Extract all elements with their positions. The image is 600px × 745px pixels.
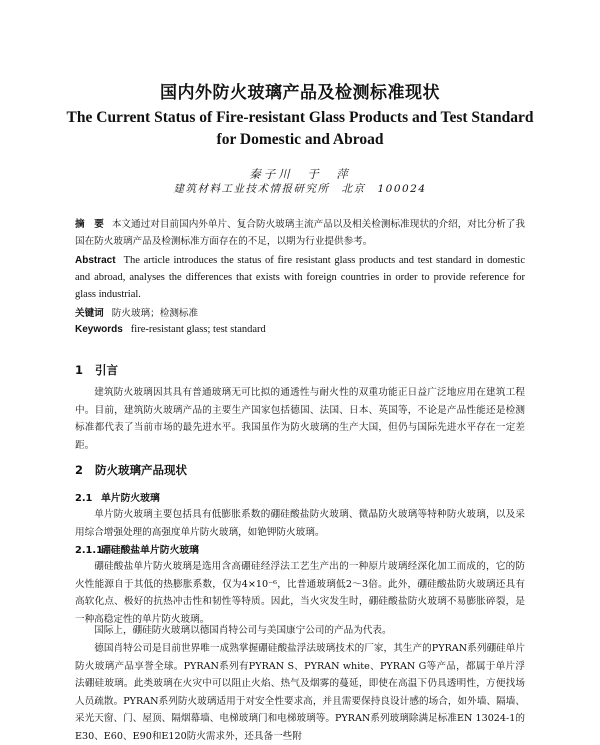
section-1-heading — [75, 362, 118, 378]
subsection-2-1-1-title: 硼硅酸盐单片防火玻璃 — [101, 545, 199, 556]
section-2-title: 防火玻璃产品现状 — [95, 463, 187, 477]
subsection-2-1-title: 单片防火玻璃 — [101, 493, 160, 504]
subsection-2-1-1-number: 2.1.1 — [75, 545, 103, 556]
subsection-2-1-1-paragraph-2: 国际上，硼硅防火玻璃以德国肖特公司与美国康宁公司的产品为代表。 — [94, 625, 392, 636]
chinese-title: 国内外防火玻璃产品及检测标准现状 — [160, 83, 440, 103]
section-1-title: 引言 — [95, 363, 118, 377]
keywords-en — [75, 321, 525, 338]
authors: 秦子川 于 萍 — [249, 167, 351, 181]
keywords-en-text: fire-resistant glass; test standard — [130, 324, 266, 335]
section-1-number: 1 — [75, 363, 84, 377]
subsection-2-1-1-heading — [75, 542, 199, 556]
keywords-cn — [75, 305, 525, 322]
subsection-2-1-number: 2.1 — [75, 493, 93, 504]
keywords-en-label: Keywords — [75, 324, 123, 335]
keywords-cn-text: 防火玻璃；检测标准 — [111, 308, 199, 319]
subsection-2-1-1-paragraph-1: 硼硅酸盐单片防火玻璃是选用含高硼硅经浮法工艺生产出的一种原片玻璃经深化加工而成的，它的防火性能源自于其低的热膨胀系数，仅为4×10⁻⁶，比普通玻璃低2～3倍。此外，硼硅酸盐防火玻璃还具有高软化点、极好的抗热冲击性和韧性等特质。因此，当火灾发生时，硼硅酸盐防火玻璃不易膨胀碎裂，是一种高稳定性的单片防火玻璃。 — [75, 561, 525, 625]
abstract-en-label: Abstract — [75, 255, 116, 266]
abstract-en — [75, 252, 525, 303]
abstract-cn-label: 摘 要 — [75, 219, 104, 230]
subsection-2-1-1-paragraph-3: 德国肖特公司是目前世界唯一成熟掌握硼硅酸盐浮法玻璃技术的厂家，其生产的PYRAN系列硼硅单片防火玻璃产品享誉全球。PYRAN系列有PYRAN S、PYRAN white、PYRAN G等产品，都属于单片浮法硼硅玻璃。此类玻璃在火灾中可以阻止火焰、热气及烟雾的蔓延，即使在高温下仍具透明性，方便找场人员疏散。PYRAN系列防火玻璃适用于对安全性要求高，并且需要保持良设计感的场合，如外墙、隔墙、采光天窗、门、屋顶、隔烟幕墙、电梯玻璃门和电梯玻璃等。PYRAN系列玻璃除满足标准EN 13024-1的E30、E60、E90和E120防火需求外，还具备一些附 — [75, 643, 525, 742]
subsection-2-1-paragraph: 单片防火玻璃主要包括具有低膨胀系数的硼硅酸盐防火玻璃、微晶防火玻璃等特种防火玻璃，以及采用综合增强处理的高强度单片防火玻璃，如铯钾防火玻璃。 — [75, 509, 525, 538]
section-1-paragraph: 建筑防火玻璃因其具有普通玻璃无可比拟的通透性与耐火性的双重功能正日益广泛地应用在建筑工程中。目前，建筑防火玻璃产品的主要生产国家包括德国、法国、日本、英国等，不论是产品性能还是检测标准都代表了当前市场的最先进水平。我国虽作为防火玻璃的生产大国，但仍与国际先进水平存在一定差距。 — [75, 387, 525, 451]
subsection-2-1-heading — [75, 490, 160, 504]
keywords-cn-label: 关键词 — [75, 308, 104, 319]
affiliation: 建筑材料工业技术情报研究所 北京 100024 — [173, 183, 427, 195]
abstract-en-text: The article introduces the status of fire resistant glass products and test standard in domestic and abroad, analyses the differences that exists with foreign countries in order to provide reference for glass industrial. — [75, 255, 525, 300]
english-title: The Current Status of Fire-resistant Glass Products and Test Standard for Domestic and Abroad — [66, 109, 534, 148]
section-2-number: 2 — [75, 463, 84, 477]
abstract-cn — [75, 216, 525, 250]
section-2-heading — [75, 462, 187, 478]
abstract-cn-text: 本文通过对目前国内外单片、复合防火玻璃主流产品以及相关检测标准现状的介绍，对比分析了我国在防火玻璃产品及检测标准方面存在的不足，以期为行业提供参考。 — [75, 219, 525, 247]
